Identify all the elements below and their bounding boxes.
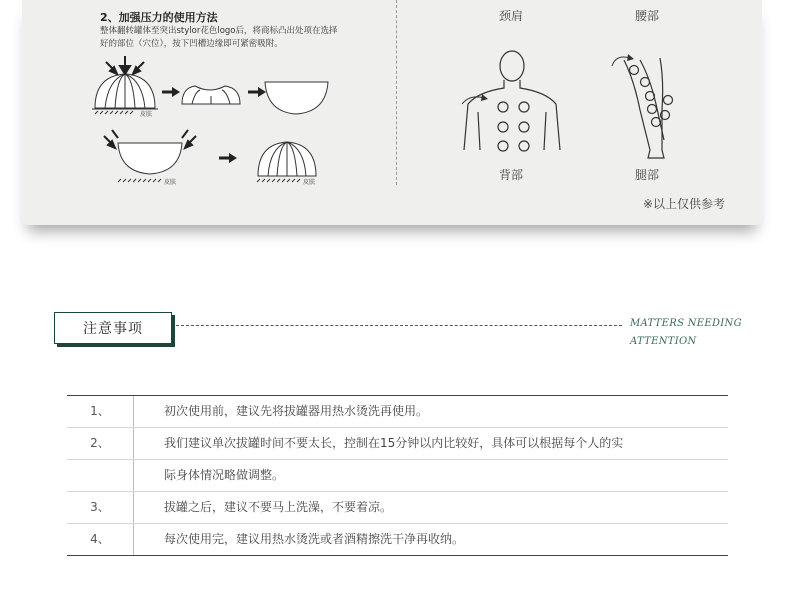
dome-attached-illustration <box>258 142 316 176</box>
reference-note: ※以上仅供参考 <box>643 197 726 211</box>
row-text: 每次使用完，建议用热水烫洗或者酒精擦洗干净再收纳。 <box>164 532 465 546</box>
row-text: 际身体情况略做调整。 <box>164 468 285 482</box>
skin-tag: 皮肤 <box>140 111 153 118</box>
notes-en-title-line1: MATTERS NEEDING <box>630 318 742 329</box>
row-text: 初次使用前，建议先将拔罐器用热水烫洗再使用。 <box>164 404 429 418</box>
row-number: 3、 <box>67 492 134 523</box>
table-row <box>67 492 728 524</box>
label-waist: 腰部 <box>635 9 660 23</box>
table-row <box>67 524 728 556</box>
row-text: 我们建议单次拔罐时间不要太长，控制在15分钟以内比较好，具体可以根据每个人的实 <box>164 436 624 450</box>
row-number: 1、 <box>67 396 134 427</box>
skin-tag-3: 皮肤 <box>303 179 316 186</box>
row-number: 2、 <box>67 428 134 459</box>
back-acupoints <box>498 102 529 151</box>
row-number: 4、 <box>67 524 134 555</box>
label-leg: 腿部 <box>635 168 660 182</box>
notes-table <box>67 395 728 556</box>
notes-en-title-line2: ATTENTION <box>630 336 697 347</box>
label-neck-shoulder: 颈肩 <box>499 9 524 23</box>
leg-acupoints <box>630 66 673 127</box>
usage-description: 整体翻转罐体至突出stylor花色logo后，将商标凸出处项在选择好的部位（穴位），按下凹槽边缘即可紧密吸附。 <box>100 26 338 49</box>
dome-pressed-illustration <box>92 74 158 109</box>
card-divider <box>396 0 397 185</box>
table-row <box>67 460 728 492</box>
table-row <box>67 428 728 460</box>
press-arrows <box>106 56 144 74</box>
notes-section-title: 注意事项 <box>54 312 172 344</box>
usage-title: 2、加强压力的使用方法 <box>100 11 218 24</box>
row-number <box>67 460 134 491</box>
back-figure-illustration <box>464 51 560 150</box>
skin-tag-2: 皮肤 <box>164 179 177 186</box>
flipped-cup-illustration <box>182 86 240 104</box>
title-dashed-line <box>176 325 622 326</box>
label-back: 背部 <box>499 168 524 182</box>
row-text: 拔罐之后，建议不要马上洗澡，不要着凉。 <box>164 500 393 514</box>
table-row <box>67 395 728 428</box>
